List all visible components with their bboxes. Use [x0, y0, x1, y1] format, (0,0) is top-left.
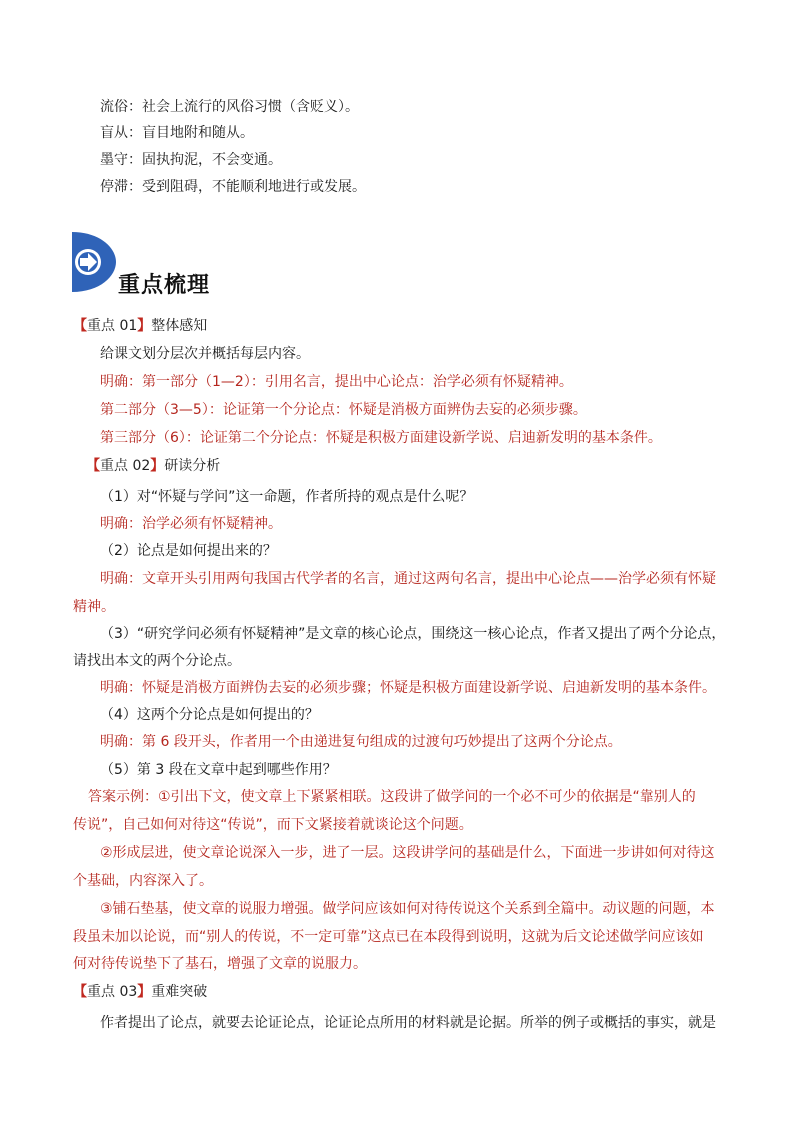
- answer-part-1: 第一部分（1—2）：引用名言，提出中心论点：治学必须有怀疑精神。: [142, 374, 573, 390]
- bracket-close: 】: [137, 984, 152, 1000]
- bracket-close: 】: [137, 318, 152, 334]
- vocab-term: 停滞：: [100, 179, 142, 195]
- answer-text: 何对待传说垫下了基石，增强了文章的说服力。: [73, 956, 367, 972]
- key-point-heading: [73, 982, 207, 1002]
- vocab-item: [100, 150, 282, 170]
- vocab-definition: 盲目地附和随从。: [142, 125, 254, 141]
- answer-text: 明确：治学必须有怀疑精神。: [100, 516, 282, 532]
- answer-text: 答案示例：①引出下文，使文章上下紧紧相联。这段讲了做学问的一个必不可少的依据是“靠别人的: [88, 789, 696, 805]
- answer-text: 精神。: [73, 599, 115, 615]
- question-text: （2）论点是如何提出来的？: [100, 543, 277, 559]
- question-text: （1）对“怀疑与学问”这一命题，作者所持的观点是什么呢？: [100, 489, 474, 505]
- key-point-label: 重点 01: [87, 318, 138, 334]
- vocab-definition: 社会上流行的风俗习惯（含贬义）。: [142, 99, 359, 115]
- key-point-name: 研读分析: [164, 458, 221, 474]
- answer-prefix: 明确：: [100, 374, 142, 390]
- vocab-item: [100, 123, 254, 143]
- key-point-label: 重点 03: [87, 984, 138, 1000]
- vocab-definition: 固执拘泥，不会变通。: [142, 152, 282, 168]
- question-text: （5）第 3 段在文章中起到哪些作用？: [100, 762, 337, 778]
- answer-text: 段虽未加以论说，而“别人的传说，不一定可靠”这点已在本段得到说明，这就为后文论述做学问应该如: [73, 929, 704, 945]
- key-point-heading: [86, 456, 220, 476]
- answer-text: 个基础，内容深入了。: [73, 873, 213, 889]
- answer-text: 传说”，自己如何对待这“传说”，而下文紧接着就谈论这个问题。: [73, 817, 473, 833]
- question-text: （4）这两个分论点是如何提出的？: [100, 707, 319, 723]
- question-text: 请找出本文的两个分论点。: [73, 653, 241, 669]
- section-title: 重点梳理: [118, 272, 211, 298]
- vocab-term: 流俗：: [100, 99, 142, 115]
- bracket-open: 【: [73, 318, 87, 334]
- vocab-item: [100, 177, 366, 197]
- question-text: （3）“研究学问必须有怀疑精神”是文章的核心论点，围绕这一核心论点，作者又提出了两个分论点，: [100, 626, 726, 642]
- key-point-name: 重难突破: [151, 984, 208, 1000]
- answer-text: 明确：第 6 段开头，作者用一个由递进复句组成的过渡句巧妙提出了这两个分论点。: [100, 734, 622, 750]
- answer-text: 明确：文章开头引用两句我国古代学者的名言，通过这两句名言，提出中心论点——治学必须有怀疑: [100, 571, 716, 587]
- answer-text: [100, 372, 573, 392]
- bracket-open: 【: [86, 458, 100, 474]
- question-text: 给课文划分层次并概括每层内容。: [100, 346, 310, 362]
- answer-text: ③铺石垫基，使文章的说服力增强。做学问应该如何对待传说这个关系到全篇中。动议题的问题，本: [100, 901, 715, 917]
- answer-text: 明确：怀疑是消极方面辨伪去妄的必须步骤；怀疑是积极方面建设新学说、启迪新发明的基本条件。: [100, 680, 716, 696]
- bracket-open: 【: [73, 984, 87, 1000]
- answer-text: ②形成层进，使文章论说深入一步，进了一层。这段讲学问的基础是什么，下面进一步讲如何对待这: [100, 845, 715, 861]
- key-point-heading: [73, 316, 207, 336]
- body-text: 作者提出了论点，就要去论证论点，论证论点所用的材料就是论据。所举的例子或概括的事实，就是: [100, 1015, 716, 1031]
- key-point-label: 重点 02: [100, 458, 151, 474]
- bracket-close: 】: [150, 458, 165, 474]
- answer-part-2: 第二部分（3—5）：论证第一个分论点：怀疑是消极方面辨伪去妄的必须步骤。: [100, 402, 587, 418]
- arrow-right-icon: [70, 230, 118, 294]
- vocab-term: 盲从：: [100, 125, 142, 141]
- vocab-term: 墨守：: [100, 152, 142, 168]
- answer-part-3: 第三部分（6）：论证第二个分论点：怀疑是积极方面建设新学说、启迪新发明的基本条件。: [100, 430, 662, 446]
- vocab-item: [100, 97, 359, 117]
- key-point-name: 整体感知: [151, 318, 208, 334]
- vocab-definition: 受到阻碍，不能顺利地进行或发展。: [142, 179, 366, 195]
